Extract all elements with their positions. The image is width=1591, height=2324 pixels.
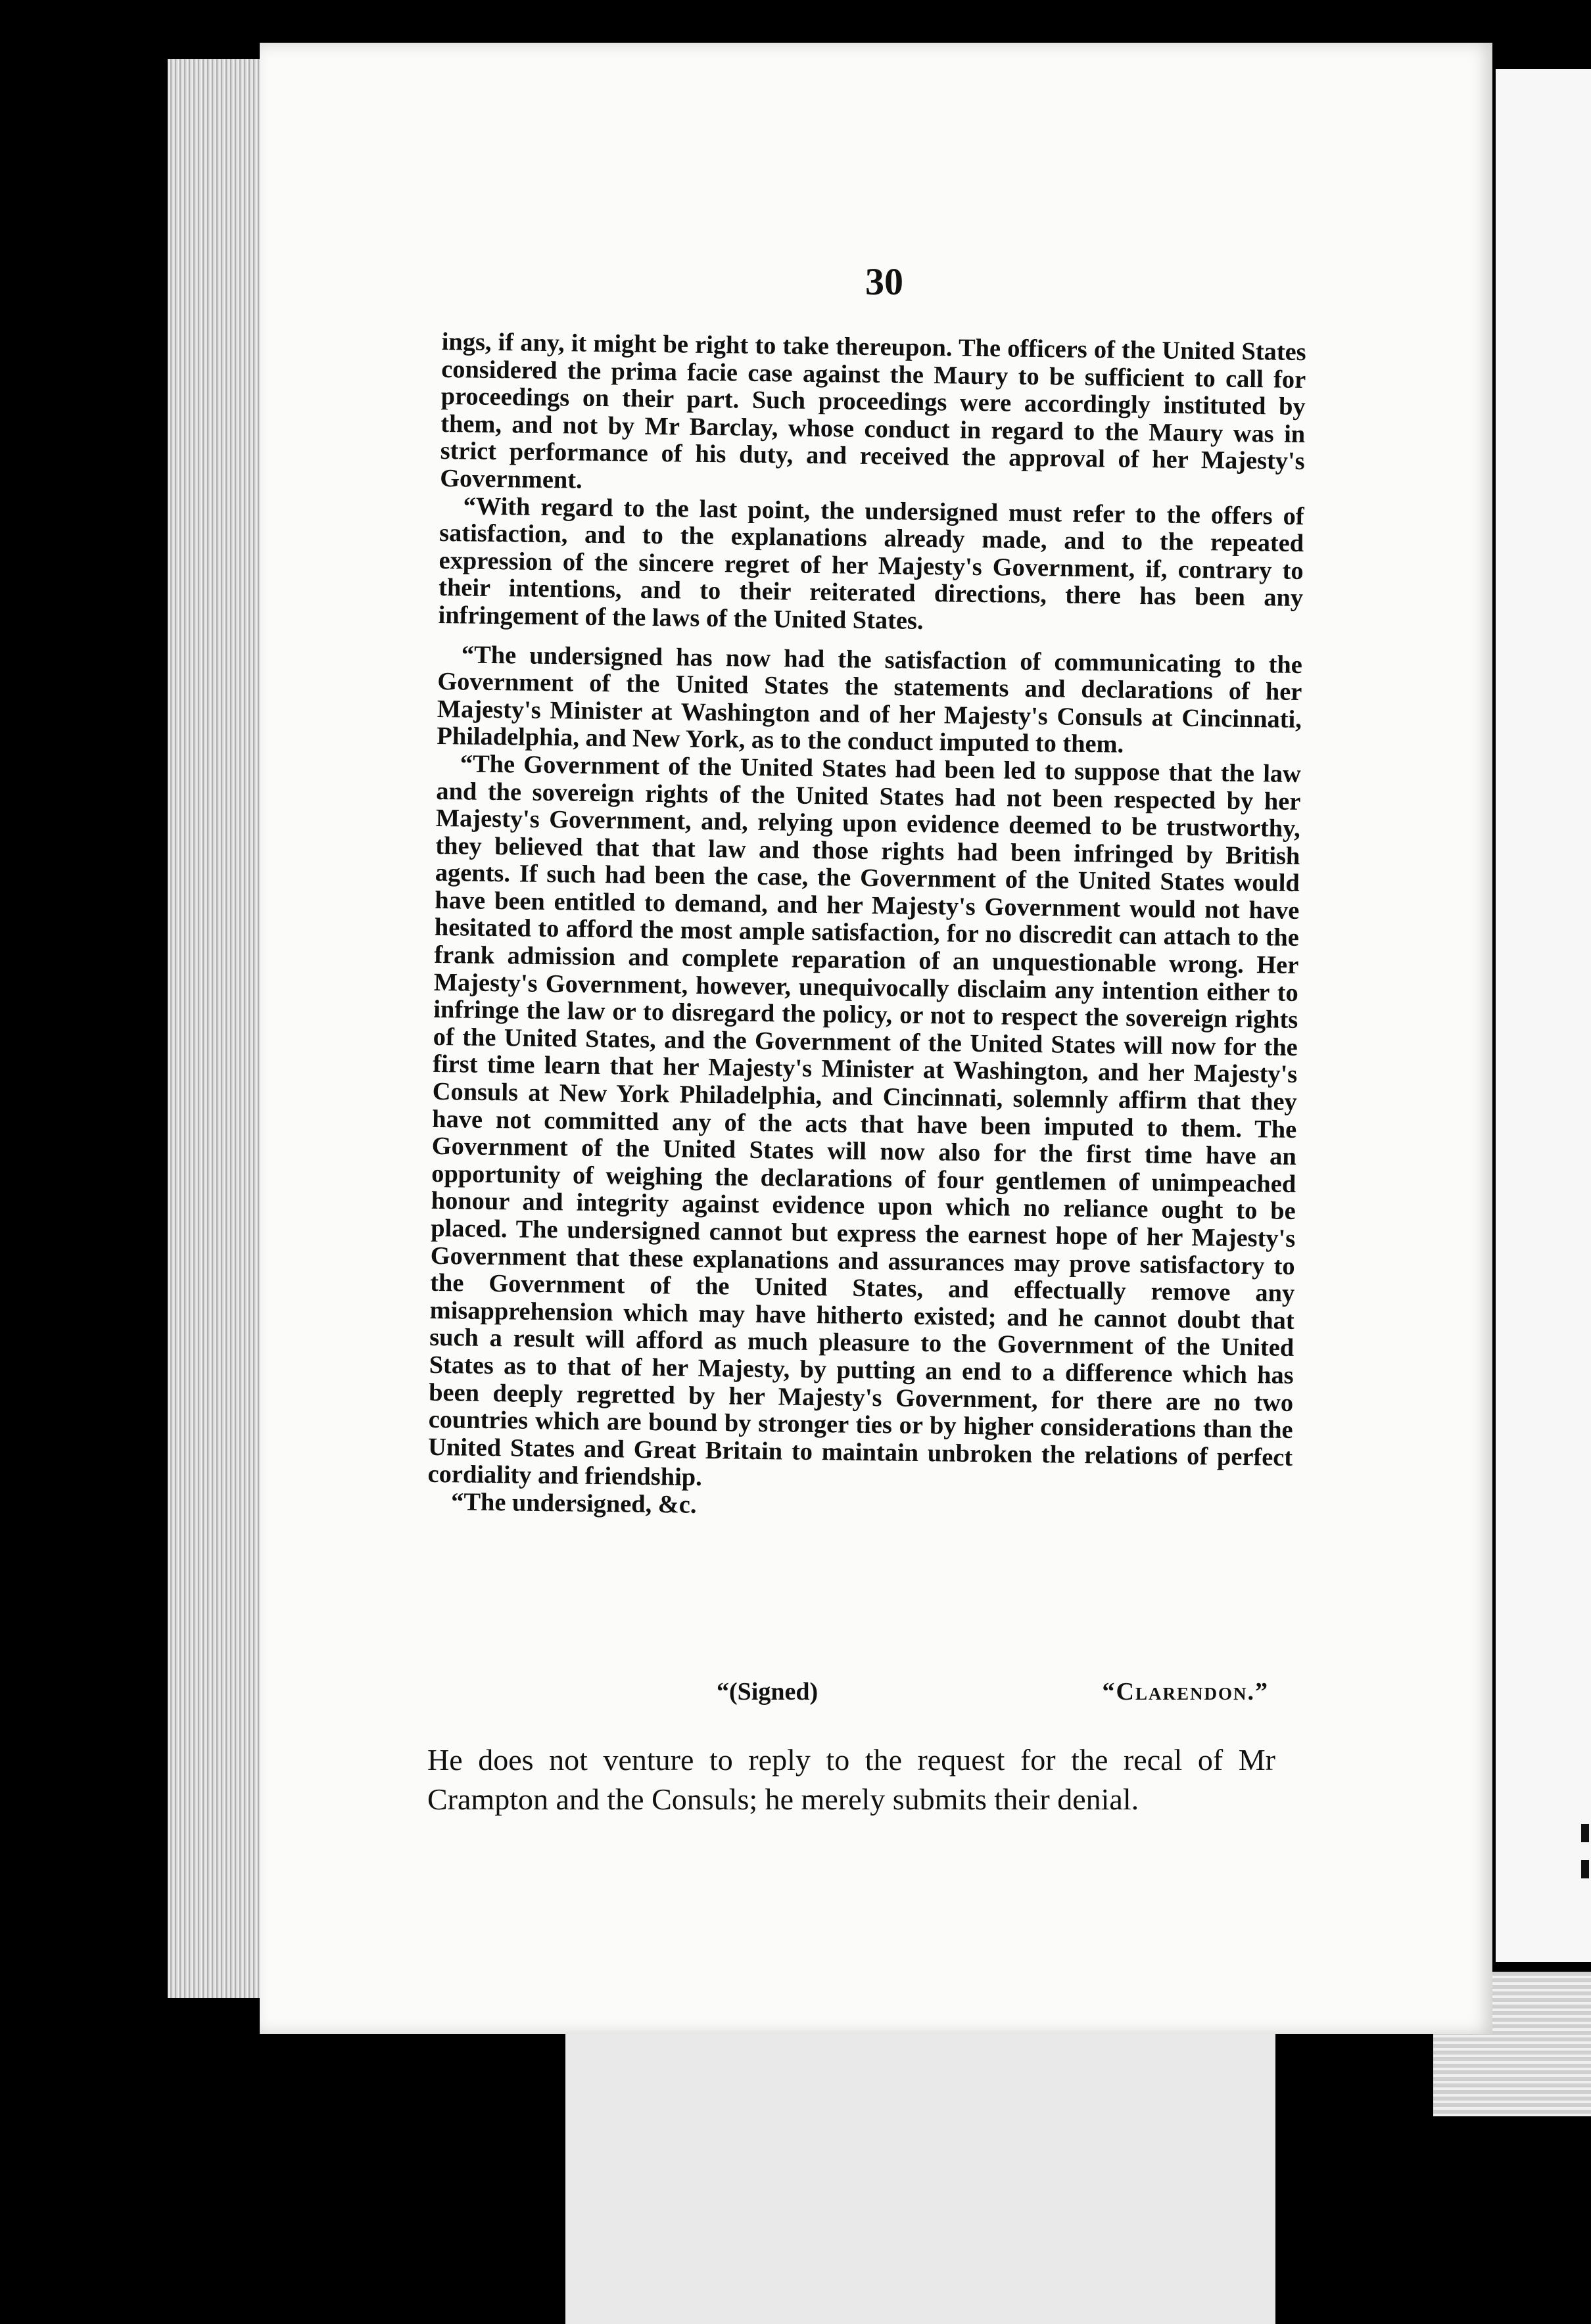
paragraph-1: ings, if any, it might be right to take thereupon. The officers of the United States considered the prima facie case against the Maury to be sufficient to call for proceedings on their part. Such proceedings were accordingly instituted by them, and not by Mr Barclay, whose conduct in regard to the Maury was in strict performance of his duty, and received the approval of her Majesty's Government. [439, 328, 1306, 494]
facing-page-text-fragment [1581, 1824, 1589, 1896]
page-number: 30 [865, 260, 903, 303]
quoted-letter [427, 329, 1306, 1526]
bottom-paper-strip [565, 2024, 1275, 2324]
paragraph-4: “The Government of the United States had been led to suppose that the law and the sovereign rights of the United States had not been respected by her Majesty's Government, and, relying upon evidence deemed to be trustworthy, they believed that that law and those rights had been infringed by British agents. If such had been the case, the Government of the United States would have been entitled to demand, and her Majesty's Government would not have hesitated to afford the most ample satisfaction, for no discredit can attach to the frank admission and complete reparation of an unquestionable wrong. Her Majesty's Government, however, unequivocally disclaim any intention either to infringe the law or to disregard the policy, or not to respect the sovereign rights of the United States, and the Government of the United States will now for the first time learn that her Majesty's Minister at Washington, and her Majesty's Consuls at New York Philadelphia, and Cincinnati, solemnly affirm that they have not committed any of the acts that have been imputed to them. The Government of the United States will now also for the first time have an opportunity of weighing the declarations of four gentlemen of unimpeached honour and integrity against evidence upon which no reliance ought to be placed. The undersigned cannot but express the earnest hope of her Majesty's Government that these explanations and assurances may prove satisfactory to the Government of the United States, and effectually remove any misapprehension which may have hitherto existed; and he cannot doubt that such a result will afford as much pleasure to the Government of the United States as to that of her Majesty, by putting an end to a difference which has been deeply regretted by her Majesty's Government, for there are no two countries which are bound by stronger ties or by higher considerations than the United States and Great Britain to maintain unbroken the relations of perfect cordiality and friendship. [427, 750, 1302, 1492]
signature-line [717, 1677, 1269, 1710]
book-page-edges [168, 59, 266, 1998]
signed-label: “(Signed) [717, 1678, 819, 1706]
closing-paragraph [427, 1740, 1275, 1819]
paragraph-5: “The undersigned, &c. [450, 1488, 697, 1519]
facing-page [1496, 69, 1591, 1962]
paragraph-3: “The undersigned has now had the satisfaction of communicating to the Government of the United States the statements and declarations of her Majesty's Minister at Washington and of her Majesty's Consuls at Cincinnati, Philadelphia, and New York, as to the conduct imputed to them. [437, 640, 1303, 759]
closing-text: He does not venture to reply to the request for the recal of Mr Crampton and the Consuls; he merely submits their denial. [427, 1743, 1275, 1816]
signatory-name: “Clarendon.” [1102, 1678, 1269, 1706]
paragraph-2: “With regard to the last point, the undersigned must refer to the offers of satisfaction, and to the explanations already made, and to the repeated expression of the sincere regret of her Majesty's Government, if, contrary to their intentions, and to their reiterated directions, there has been any infringement of the laws of the United States. [438, 492, 1304, 635]
